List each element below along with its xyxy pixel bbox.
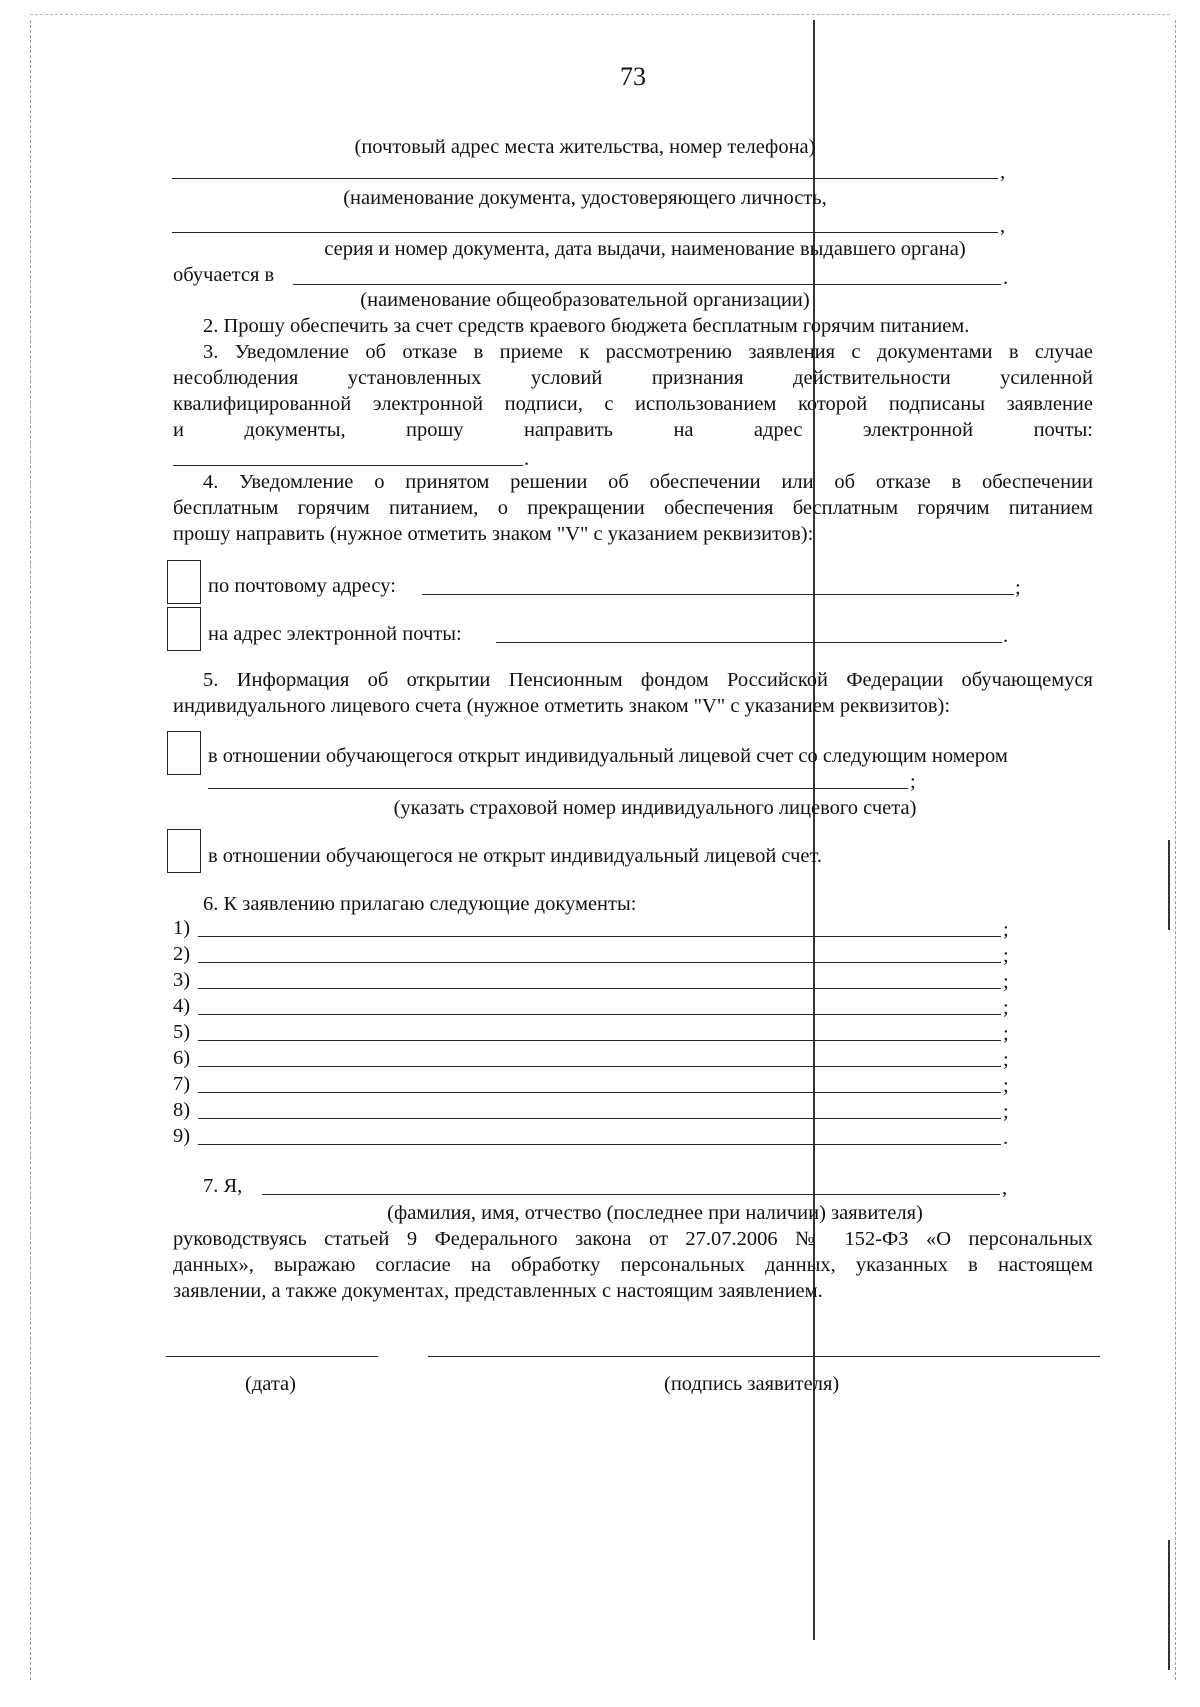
item4-line: прошу направить (нужное отметить знаком "V" с указанием реквизитов): <box>173 523 814 545</box>
item3-line: несоблюдения установленных условий признания действительности усиленной <box>173 367 1093 389</box>
attachment-number: 8) <box>173 1099 191 1121</box>
item3-line: квалифицированной электронной подписи, с использованием которой подписаны заявление <box>173 393 1093 415</box>
semicolon-mark: ; <box>1003 1101 1009 1123</box>
item7-line: руководствуясь статьей 9 Федерального закона от 27.07.2006 № 152-ФЗ «О персональных <box>173 1228 1093 1250</box>
semicolon-mark: ; <box>1003 971 1009 993</box>
postal-address-line[interactable] <box>422 594 1014 595</box>
attachment-number: 9) <box>173 1125 191 1147</box>
semicolon-mark: ; <box>1003 1023 1009 1045</box>
item7-line: заявлении, а также документах, представленных с настоящим заявлением. <box>173 1280 823 1302</box>
comma-mark: , <box>1000 161 1006 183</box>
semicolon-mark: ; <box>1003 945 1009 967</box>
attachment-number: 7) <box>173 1073 191 1095</box>
scan-fold-line <box>813 20 815 1640</box>
school-caption: (наименование общеобразовательной организации) <box>360 289 810 311</box>
attachment-number: 1) <box>173 917 191 939</box>
semicolon-mark: ; <box>1015 577 1021 599</box>
fio-caption: (фамилия, имя, отчество (последнее при наличии) заявителя) <box>387 1202 923 1224</box>
scan-mark <box>1168 840 1170 930</box>
semicolon-mark: ; <box>1003 919 1009 941</box>
account-opened-label: в отношении обучающегося открыт индивидуальный лицевой счет со следующим номером <box>208 745 1008 767</box>
email-line[interactable] <box>173 465 523 466</box>
period-mark: . <box>1003 625 1009 647</box>
studies-label: обучается в <box>173 264 275 286</box>
attachment-line[interactable] <box>198 988 1001 989</box>
scan-edge-right <box>1175 20 1176 1680</box>
period-mark: . <box>1003 1127 1009 1149</box>
attachment-line[interactable] <box>198 1092 1001 1093</box>
attachment-line[interactable] <box>198 1040 1001 1041</box>
date-caption: (дата) <box>245 1373 296 1395</box>
school-line[interactable] <box>293 284 1001 285</box>
attachment-line[interactable] <box>198 1014 1001 1015</box>
item3-line: 3. Уведомление об отказе в приеме к рассмотрению заявления с документами в случае <box>203 341 1093 363</box>
semicolon-mark: ; <box>1003 1075 1009 1097</box>
date-line[interactable] <box>166 1356 378 1357</box>
item4-line: 4. Уведомление о принятом решении об обеспечении или об отказе в обеспечении <box>203 471 1093 493</box>
semicolon-mark: ; <box>1003 997 1009 1019</box>
scan-mark <box>1168 1540 1170 1670</box>
comma-mark: , <box>1002 1177 1008 1199</box>
email-option-checkbox[interactable] <box>167 607 201 651</box>
page-number: 73 <box>620 62 646 91</box>
period-mark: . <box>1003 267 1009 289</box>
attachment-line[interactable] <box>198 962 1001 963</box>
scan-edge-left <box>30 20 31 1680</box>
snils-caption: (указать страховой номер индивидуального лицевого счета) <box>393 797 917 819</box>
attachment-number: 6) <box>173 1047 191 1069</box>
attachment-line[interactable] <box>198 1144 1001 1145</box>
snils-line[interactable] <box>208 788 908 789</box>
signature-caption: (подпись заявителя) <box>664 1373 840 1395</box>
email-address-line[interactable] <box>496 642 1002 643</box>
semicolon-mark: ; <box>910 771 916 793</box>
postal-address-caption: (почтовый адрес места жительства, номер телефона) <box>354 136 816 158</box>
doc-series-caption: серия и номер документа, дата выдачи, наименование выдавшего органа) <box>324 238 966 260</box>
comma-mark: , <box>1000 215 1006 237</box>
scan-edge-top <box>30 14 1170 15</box>
doc-series-line[interactable] <box>172 232 998 233</box>
item7-prefix: 7. Я, <box>203 1175 243 1197</box>
item7-line: данных», выражаю согласие на обработку персональных данных, указанных в настоящем <box>173 1254 1093 1276</box>
period-mark: . <box>524 448 530 470</box>
attachment-number: 2) <box>173 943 191 965</box>
fio-line[interactable] <box>262 1194 1000 1195</box>
item2-text: 2. Прошу обеспечить за счет средств краевого бюджета бесплатным горячим питанием. <box>203 315 970 337</box>
item5-line: индивидуального лицевого счета (нужное отметить знаком "V" с указанием реквизитов): <box>173 695 951 717</box>
identity-doc-line[interactable] <box>172 178 998 179</box>
attachment-number: 4) <box>173 995 191 1017</box>
attachment-number: 5) <box>173 1021 191 1043</box>
item3-line: и документы, прошу направить на адрес электронной почты: <box>173 419 1093 441</box>
account-not-opened-checkbox[interactable] <box>167 829 201 873</box>
semicolon-mark: ; <box>1003 1049 1009 1071</box>
postal-option-label: по почтовому адресу: <box>208 575 396 597</box>
attachment-line[interactable] <box>198 936 1001 937</box>
attachment-line[interactable] <box>198 1066 1001 1067</box>
email-option-label: на адрес электронной почты: <box>208 623 462 645</box>
identity-doc-caption: (наименование документа, удостоверяющего личность, <box>343 187 827 209</box>
item5-line: 5. Информация об открытии Пенсионным фондом Российской Федерации обучающемуся <box>203 669 1093 691</box>
signature-line[interactable] <box>428 1356 1100 1357</box>
account-opened-checkbox[interactable] <box>167 731 201 775</box>
item4-line: бесплатным горячим питанием, о прекращении обеспечения бесплатным горячим питанием <box>173 497 1093 519</box>
account-not-opened-label: в отношении обучающегося не открыт индивидуальный лицевой счет. <box>208 845 823 867</box>
attachment-line[interactable] <box>198 1118 1001 1119</box>
postal-option-checkbox[interactable] <box>167 560 201 604</box>
item6-heading: 6. К заявлению прилагаю следующие документы: <box>203 893 637 915</box>
attachment-number: 3) <box>173 969 191 991</box>
